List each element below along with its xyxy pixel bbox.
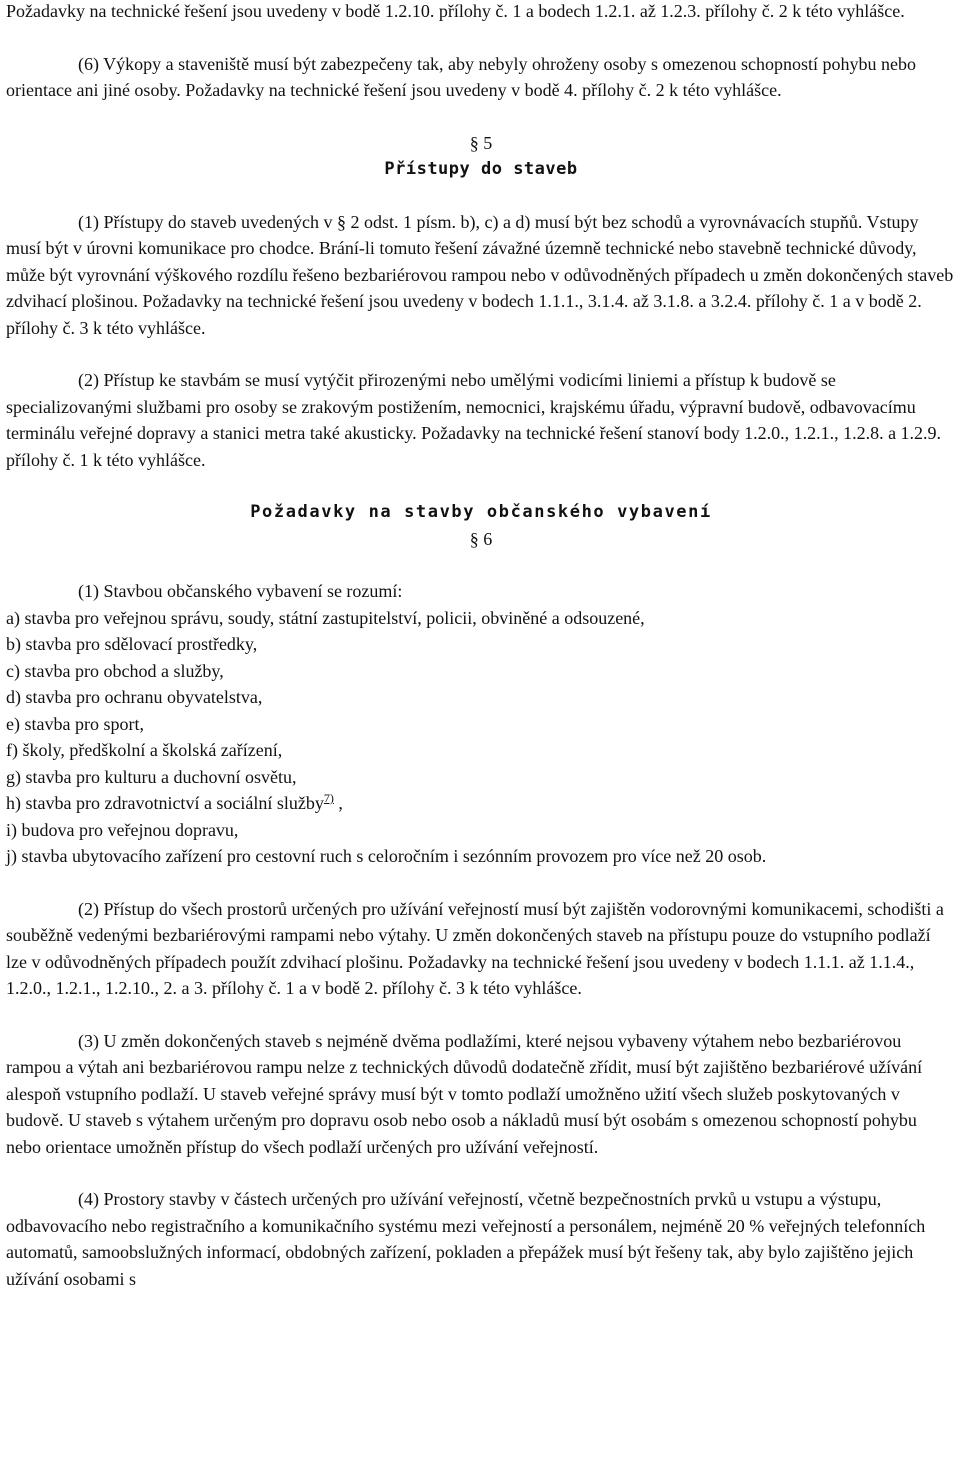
section-5-title: Přístupy do staveb (384, 159, 578, 179)
paragraph-6: (6) Výkopy a staveniště musí být zabezpečeny tak, aby nebyly ohroženy osoby s omezenou schopností pohybu nebo orientace ani jiné osoby. Požadavky na technické řešení jsou uvedeny v bodě 4. přílohy č. 2 k této vyhlášce. (6, 53, 916, 100)
section-6-paragraph-2: (2) Přístup do všech prostorů určených pro užívání veřejností musí být zajištěn vodorovnými komunikacemi, schodišti a souběžně vedenými bezbariérovými rampami nebo výtahy. U změn dokončených staveb na přístupu pouze do vstupního podlaží lze v odůvodněných případech použít zdvihací plošinu. Požadavky na technické řešení jsou uvedeny v bodech 1.1.1. až 1.1.4., 1.2.0., 1.2.1., 1.2.10., 2. a 3. přílohy č. 1 a v bodě 2. přílohy č. 3 k této vyhlášce. (6, 898, 944, 998)
list-item: j) stavba ubytovacího zařízení pro cestovní ruch s celoročním i sezónním provozem pro více než 20 osob. (6, 846, 767, 866)
section-6-paragraph-4: (4) Prostory stavby v částech určených pro užívání veřejností, včetně bezpečnostních prvků u vstupu a výstupu, odbavovacího nebo registračního a komunikačního systému mezi veřejností a personálem, nejméně 20 % veřejných telefonních automatů, samoobslužných informací, obdobných zařízení, pokladen a přepážek musí být řešeny tak, aby bylo zajištěno jejich užívání osobami s (6, 1189, 926, 1289)
list-item-h-suffix: , (333, 793, 343, 813)
list-item: e) stavba pro sport, (6, 713, 144, 734)
list-item: a) stavba pro veřejnou správu, soudy, státní zastupitelství, policii, obviněné a odsouzené, (6, 607, 645, 628)
section-5-paragraph-1: (1) Přístupy do staveb uvedených v § 2 odst. 1 písm. b), c) a d) musí být bez schodů a vyrovnávacích stupňů. Vstupy musí být v úrovni komunikace pro chodce. Brání-li tomuto řešení závažné územně technické nebo stavebně technické důvody, může být vyrovnání výškového rozdílu řešeno bezbariérovou rampou nebo v odůvodněných případech u změn dokončených staveb zdvihací plošinou. Požadavky na technické řešení jsou uvedeny v bodech 1.1.1., 3.1.4. až 3.1.8. a 3.2.4. přílohy č. 1 a v bodě 2. přílohy č. 3 k této vyhlášce. (6, 211, 954, 338)
list-item-h-text: h) stavba pro zdravotnictví a sociální služby (6, 793, 324, 813)
section-6-paragraph-3: (3) U změn dokončených staveb s nejméně dvěma podlažími, které nejsou vybaveny výtahem nebo bezbariérovou rampou a výtah ani bezbariérovou rampu nelze z technických důvodů dodatečně zřídit, musí být zajištěno bezbariérové užívání alespoň vstupního podlaží. U staveb veřejné správy musí být v tomto podlaží umožněno užití všech služeb poskytovaných v budově. U staveb s výtahem určeným pro dopravu osob nebo osob a nákladů musí být osobám s omezenou schopností pohybu nebo orientace umožněn přístup do všech podlaží určených pro užívání veřejností. (6, 1030, 923, 1157)
section-6-number: § 6 (469, 528, 493, 549)
section-6-heading: Požadavky na stavby občanského vybavení (250, 502, 712, 522)
footnote-link[interactable]: 7) (323, 791, 334, 805)
list-item: i) budova pro veřejnou dopravu, (6, 819, 239, 840)
section-6-paragraph-1-intro: (1) Stavbou občanského vybavení se rozumí: (78, 581, 403, 601)
list-item: f) školy, předškolní a školská zařízení, (6, 740, 283, 760)
list-item-h (6, 790, 956, 817)
section-5-paragraph-2: (2) Přístup ke stavbám se musí vytýčit přirozenými nebo umělými vodicími liniemi a přístup k budově se specializovanými službami pro osoby se zrakovým postižením, nemocnici, krajskému úřadu, výpravní budově, odbavovacímu terminálu veřejné dopravy a stanici metra také akusticky. Požadavky na technické řešení stanoví body 1.2.0., 1.2.1., 1.2.8. a 1.2.9. přílohy č. 1 k této vyhlášce. (6, 370, 942, 470)
list-item: b) stavba pro sdělovací prostředky, (6, 634, 258, 654)
list-item: d) stavba pro ochranu obyvatelstva, (6, 687, 263, 707)
section-5-number: § 5 (469, 132, 493, 153)
list-item: g) stavba pro kulturu a duchovní osvětu, (6, 766, 297, 787)
paragraph-intro: Požadavky na technické řešení jsou uvedeny v bodě 1.2.10. přílohy č. 1 a bodech 1.2.1. až 1.2.3. přílohy č. 2 k této vyhlášce. (6, 1, 905, 21)
document-page (6, 0, 956, 1292)
list-item: c) stavba pro obchod a služby, (6, 660, 224, 681)
